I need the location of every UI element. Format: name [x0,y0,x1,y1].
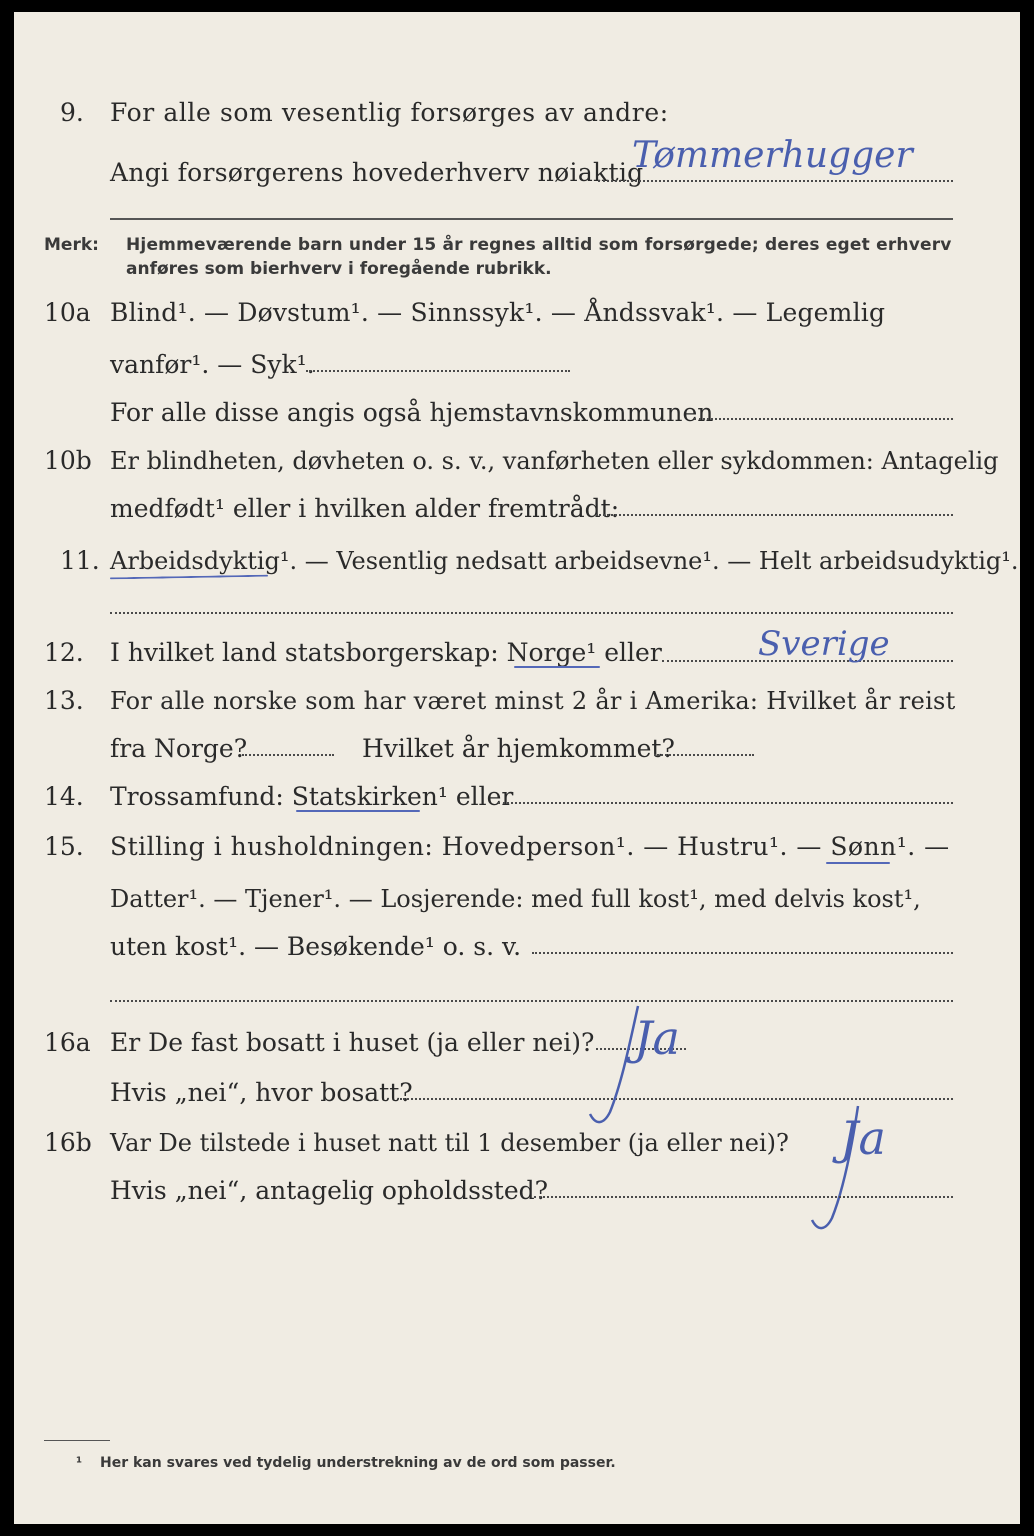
q12-line1: I hvilket land statsborgerskap: Norge¹ eller [110,638,662,667]
q10a-line1: Blind¹. — Døvstum¹. — Sinnssyk¹. — Åndssvak¹. — Legemlig [110,298,886,327]
q14-line1: Trossamfund: Statskirken¹ eller [110,782,514,811]
merk-line2: anføres som bierhverv i foregående rubrikk. [126,259,552,279]
q15-underline-sonn [826,862,890,864]
q16b-ink-stroke [808,1102,868,1242]
census-form-page [14,12,1020,1524]
q14-answer-line [498,802,953,804]
q16b-opholdssted-line [534,1196,953,1198]
q9-line1: For alle som vesentlig forsørges av andre: [110,98,669,127]
q15-extra-line [110,1000,953,1002]
q15-answer-line [532,952,953,954]
q10b-line1: Er blindheten, døvheten o. s. v., vanførheten eller sykdommen: Antagelig [110,447,999,475]
q9-separator [110,218,953,220]
q10a-syk-line [306,370,570,372]
q12-underline-norge [514,666,600,668]
q10b-number: 10b [44,446,92,475]
footnote-mark: ¹ [76,1455,83,1471]
q14-underline-statskirken [296,810,420,812]
q10a-line2: vanfør¹. — Syk¹. [110,350,315,379]
q15-line1: Stilling i husholdningen: Hovedperson¹. — Hustru¹. — Sønn¹. — [110,832,950,861]
q11-number: 11. [60,546,100,575]
q13-number: 13. [44,686,84,715]
q16a-bosatt-line [400,1098,953,1100]
q16b-handwritten-answer: Ja [840,1111,886,1165]
q12-number: 12. [44,638,84,667]
q9-number: 9. [60,98,84,127]
q10a-hjemstavn-line [694,418,953,420]
q13-hjemkommet-line [654,754,754,756]
q14-number: 14. [44,782,84,811]
q16b-number: 16b [44,1128,92,1157]
q16a-line1: Er De fast bosatt i huset (ja eller nei)? [110,1028,595,1057]
q11-extra-line [110,612,953,614]
q16a-handwritten-answer: Ja [634,1011,680,1065]
q16a-number: 16a [44,1028,91,1057]
merk-label: Merk: [44,235,99,255]
q15-line3: uten kost¹. — Besøkende¹ o. s. v. [110,932,522,961]
q10a-line3: For alle disse angis også hjemstavnskommunen [110,398,714,427]
q10b-line2: medfødt¹ eller i hvilken alder fremtrådt: [110,494,620,523]
q15-line2: Datter¹. — Tjener¹. — Losjerende: med full kost¹, med delvis kost¹, [110,885,921,913]
q11-line1: Arbeidsdyktig¹. — Vesentlig nedsatt arbeidsevne¹. — Helt arbeidsudyktig¹. [110,547,1019,575]
q10a-number: 10a [44,298,91,327]
q16a-ink-stroke [586,1002,646,1132]
q12-handwritten-answer: Sverige [758,624,890,664]
q10b-answer-line [596,514,953,516]
merk-line1: Hjemmeværende barn under 15 år regnes alltid som forsørgede; deres eget erhverv [126,235,952,255]
footnote-separator [44,1440,110,1441]
q9-answer-line [598,180,953,182]
q16b-line2: Hvis „nei“, antagelig opholdssted? [110,1176,549,1205]
q16a-line2: Hvis „nei“, hvor bosatt? [110,1078,413,1107]
q16b-line1: Var De tilstede i huset natt til 1 desember (ja eller nei)? [110,1129,789,1157]
q13-line2a: fra Norge? [110,734,248,763]
footnote-text: Her kan svares ved tydelig understrekning av de ord som passer. [100,1455,616,1471]
q9-handwritten-answer: Tømmerhugger [632,135,913,176]
q9-line2: Angi forsørgerens hovederhverv nøiaktig [110,158,644,187]
q15-number: 15. [44,832,84,861]
q13-line1: For alle norske som har været minst 2 år i Amerika: Hvilket år reist [110,687,956,715]
q13-reist-line [242,754,334,756]
q13-line2b: Hvilket år hjemkommet? [362,734,675,763]
